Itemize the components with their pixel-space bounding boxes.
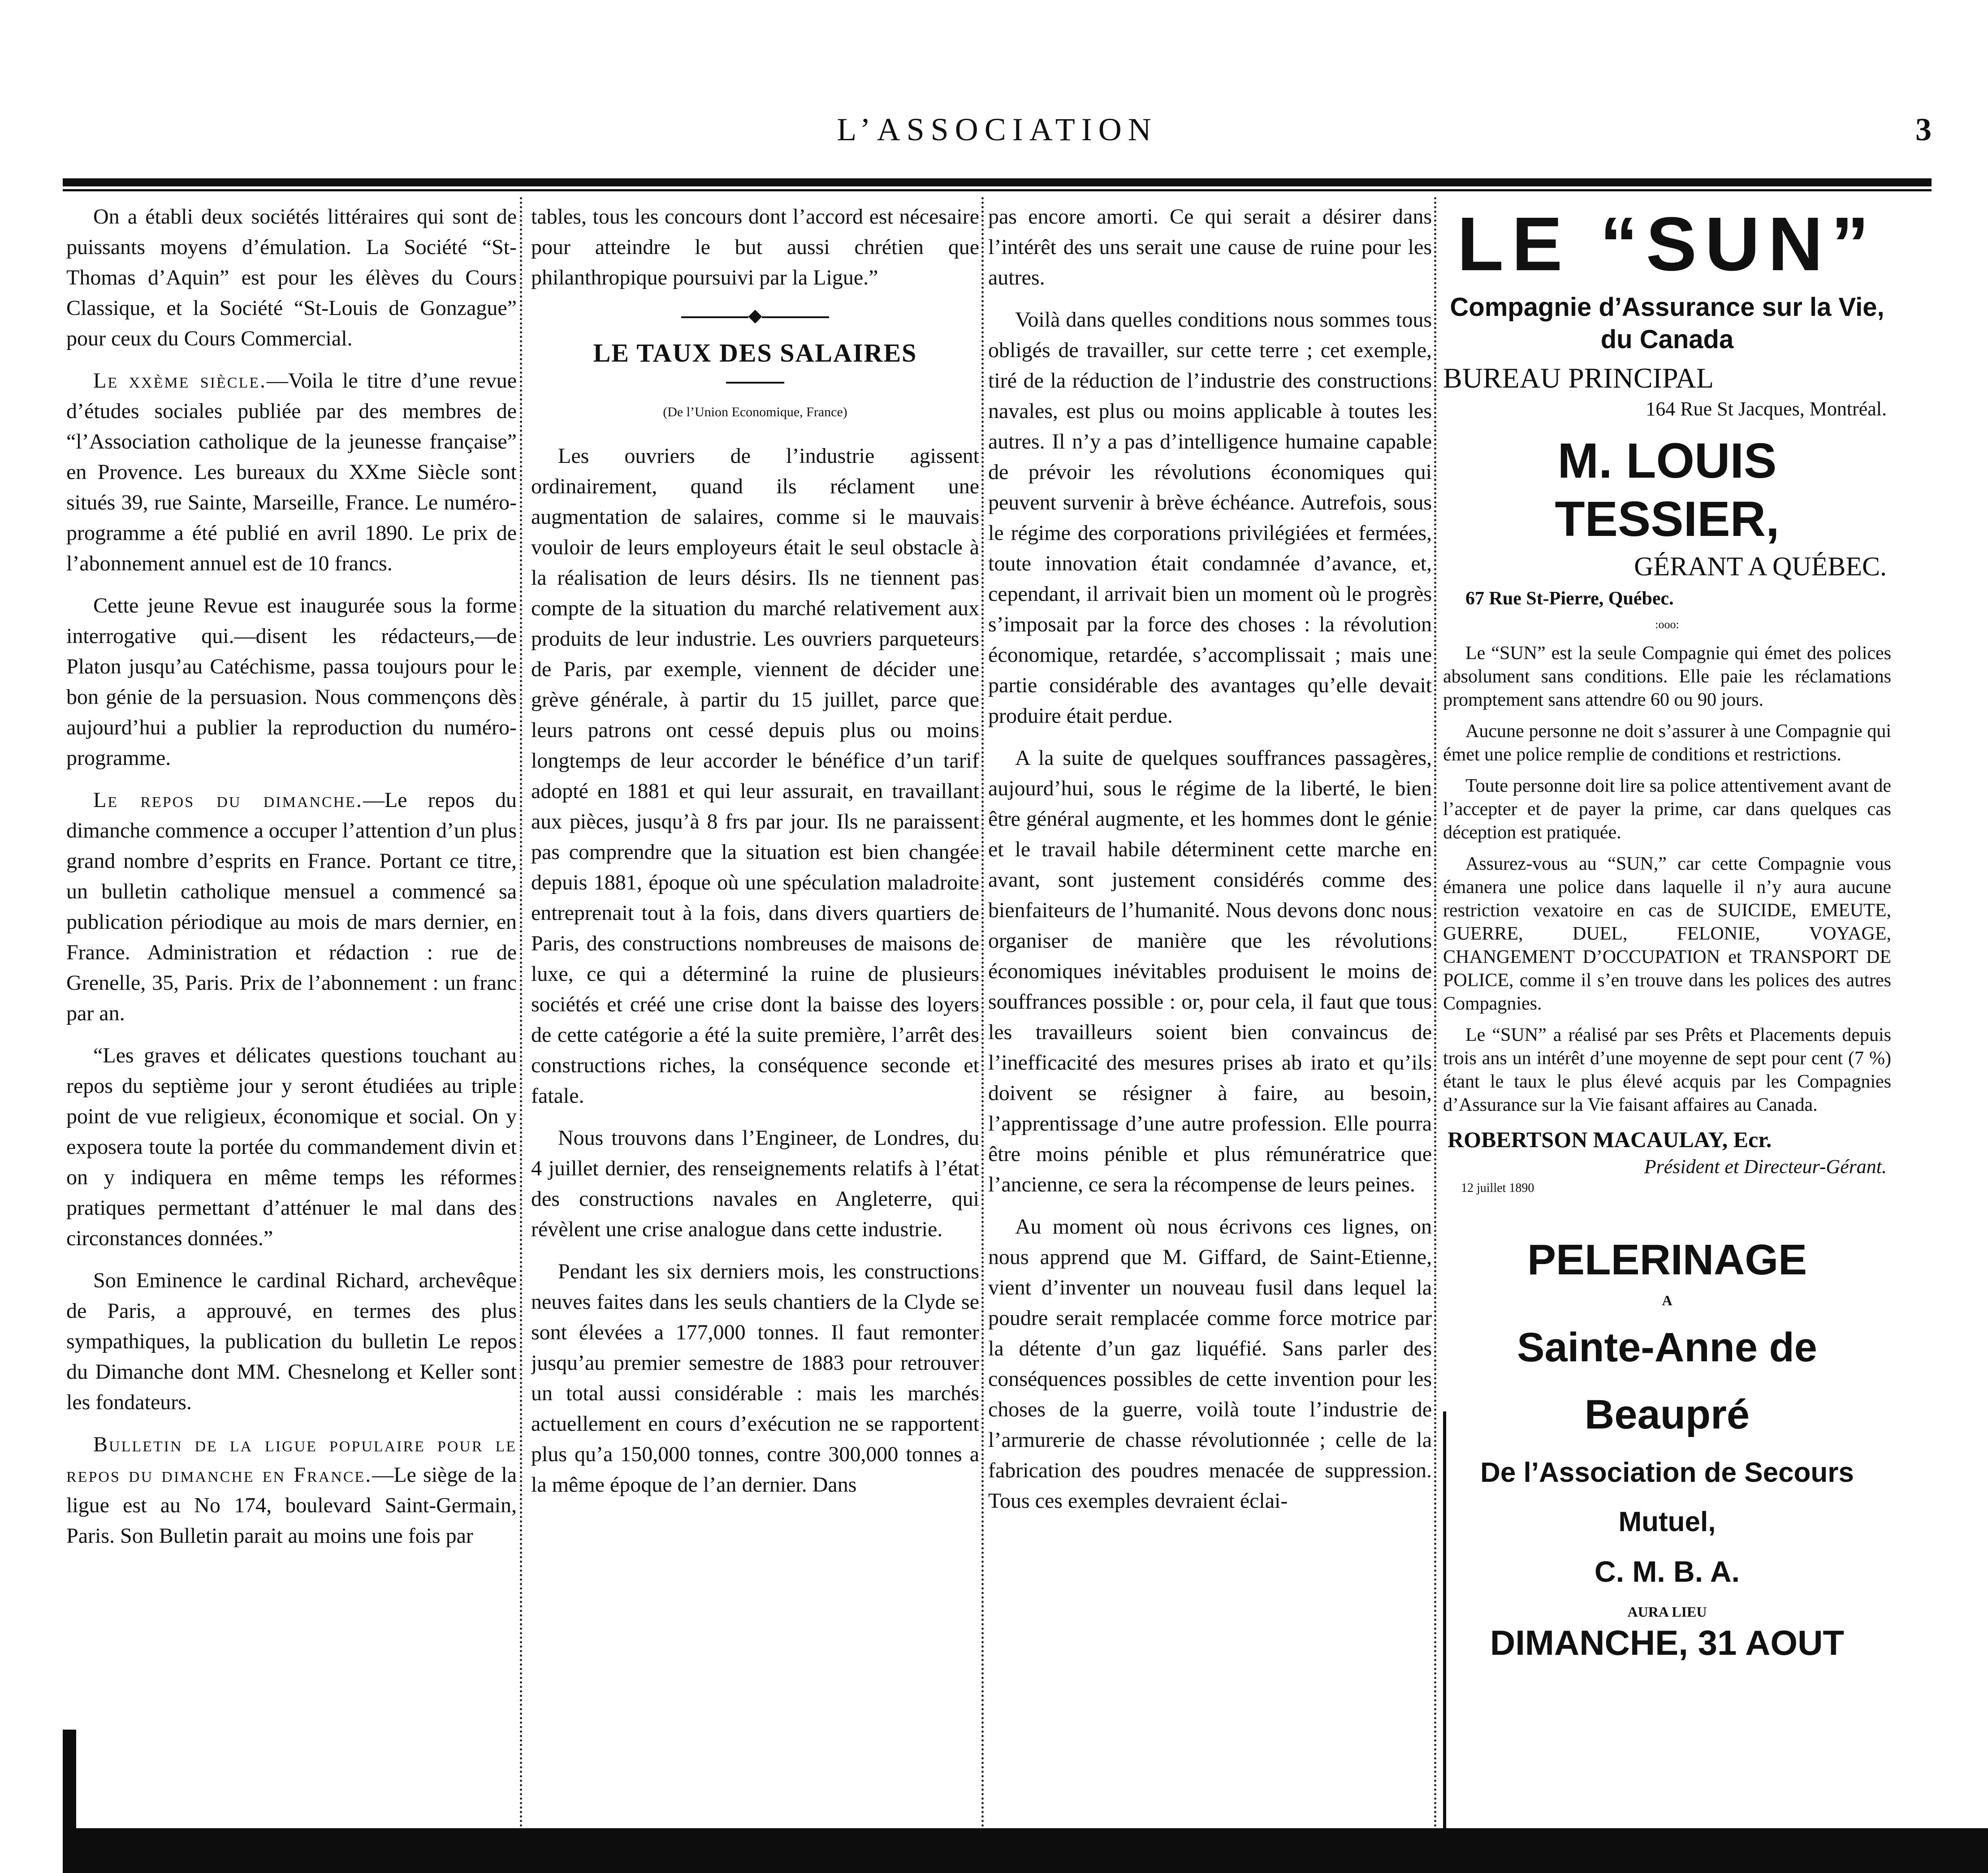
paragraph: Voilà dans quelles conditions nous sommes tous obligés de travailler, sur cette terre ; cet exemple, tiré de la réduction de l’industrie des constructions navales, est plus ou moins applicable à toutes les autres. Il n’y a pas d’intelligence humaine capable de prévoir les révolutions économiques qui peuvent survenir à brève échéance. Autrefois, sous le régime des corporations privilégiées et fermées, toute innovation était condamnée d’avance, et, cependant, il arrivait bien un moment où le progrès s’imposait par la force des choses : la révolution économique, retardée, s’accomplissait ; mais une partie considérable des avantages qu’elle devait produire était perdue. <box>988 308 1432 728</box>
masthead-rule-thin <box>63 189 1932 191</box>
pilgrimage-acronym: C. M. B. A. <box>1595 1555 1740 1588</box>
pilgrimage-a: A <box>1662 1292 1673 1308</box>
paragraph: Cette jeune Revue est inaugurée sous la forme interrogative qui.—disent les rédacteurs,—de Platon jusqu’au Catéchisme, passa toujours pour le bon génie de la persuasion. Nous commençons dès aujourd’hui a publier la reproduction du numéro-programme. <box>66 594 517 770</box>
ad-paragraph: Assurez-vous au “SUN,” car cette Compagnie vous émanera une police dans laquelle il n’y aura aucune restriction vexatoire en cas de SUICIDE, EMEUTE, GUERRE, DUEL, FELONIE, VOYAGE, CHANGEMENT D’OCCUPATION et TRANSPORT DE POLICE, comme il s’en trouve dans les polices des autres Compagnies. <box>1443 854 1891 1014</box>
ad-paragraph: Aucune personne ne doit s’assurer à une Compagnie qui émet une police remplie de conditions et restrictions. <box>1443 721 1891 765</box>
paragraph-text: —Voila le titre d’une revue d’études sociales publiée par des membres de “l’Association catholique de la jeunesse française” en Provence. Les bureaux du XXme Siècle sont situés 39, rue Sainte, Marseille, France. Le numéro-programme a été publié en avril 1890. Le prix de l’abonnement annuel est de 10 francs. <box>66 369 517 575</box>
ad-address: 164 Rue St Jacques, Montréal. <box>1646 398 1887 420</box>
paragraph <box>66 785 517 1029</box>
column-divider <box>520 197 522 1828</box>
short-rule <box>726 382 784 384</box>
paragraph-text: —Le siège de la ligue est au No 174, boulevard Saint-Germain, Paris. Son Bulletin parait au moins une fois par <box>66 1463 517 1548</box>
ad-manager-role: GÉRANT A QUÉBEC. <box>1634 552 1887 581</box>
ad-date: 12 juillet 1890 <box>1461 1181 1534 1195</box>
column-2 <box>531 202 979 1828</box>
paragraph: Pendant les six derniers mois, les constructions neuves faites dans les seuls chantiers de la Clyde se sont élevées a 177,000 tonnes. Il faut remonter jusqu’au premier semestre de 1883 pour retrouver un total aussi considérable : mais les marchés actuellement en cours d’exécution ne se rapportent plus qu’a 150,000 tonnes, contre 300,000 tonnes a la même époque de l’an dernier. Dans <box>531 1260 979 1497</box>
column-1 <box>66 202 517 1828</box>
paragraph: Au moment où nous écrivons ces lignes, on nous apprend que M. Giffard, de Saint-Etienne, vient d’inventer un nouveau fusil dans lequel la poudre serait remplacée comme force motrice par la détente d’un gaz liquéfié. Sans parler des conséquences possibles de cette invention pour les choses de la guerre, voilà toute l’industrie de l’armurerie de chasse révolutionnée ; celle de la fabrication des poudres menacée de suppression. Tous ces exemples devraient éclai- <box>988 1215 1432 1513</box>
paragraph: Son Eminence le cardinal Richard, archevêque de Paris, a approuvé, en termes des plus sympathiques, la publication du bulletin Le repos du Dimanche dont MM. Chesnelong et Keller sont les fondateurs. <box>66 1269 517 1414</box>
ad-paragraph: Toute personne doit lire sa police attentivement avant de l’accepter et de payer la prime, car dans quelques cas déception est pratiquée. <box>1443 776 1891 843</box>
ad-subtitle: du Canada <box>1600 325 1734 354</box>
article-heading: LE TAUX DES SALAIRES <box>593 338 917 367</box>
column-3 <box>988 202 1432 1828</box>
paragraph: Nous trouvons dans l’Engineer, de Londres, du 4 juillet dernier, des renseignements relatifs à l’état des constructions navales en Angleterre, qui révèlent une crise analogue dans cette industrie. <box>531 1126 979 1241</box>
pilgrimage-title: PELERINAGE <box>1527 1236 1807 1284</box>
paragraph-text: —Le repos du dimanche commence a occuper l’attention d’un plus grand nombre d’esprits en France. Portant ce titre, un bulletin catholique mensuel a commencé sa publication périodique au mois de mars dernier, en France. Administration et rédaction : rue de Grenelle, 35, Paris. Prix de l’abonnement : un franc par an. <box>66 788 517 1025</box>
newspaper-title: L’ASSOCIATIOΝ <box>837 112 1158 147</box>
paragraph: tables, tous les concours dont l’accord est nécesaire pour atteindre le but aussi chrétien que philanthropique poursuivi par la Ligue.” <box>531 205 979 289</box>
column-divider <box>1434 197 1436 1828</box>
run-in-heading: Bulletin de la ligue populaire pour le repos du dimanche en France. <box>66 1433 517 1487</box>
ad-paragraph: Le “SUN” a réalisé par ses Prêts et Placements depuis trois ans un intérêt d’une moyenne de sept pour cent (7 %) étant le taux le plus élevé acquis par les Compagnies d’Assurance sur la Vie faisant affaires au Canada. <box>1443 1025 1891 1115</box>
ad-paragraph: Le “SUN” est la seule Compagnie qui émet des polices absolument sans conditions. Elle paie les réclamations promptement sans attendre 60 ou 90 jours. <box>1443 643 1891 710</box>
pilgrimage-date: DIMANCHE, 31 AOUT <box>1490 1623 1845 1662</box>
advertisement-column <box>1443 202 1891 1828</box>
paragraph: pas encore amorti. Ce qui serait a désirer dans l’intérêt des uns serait une cause de ruine pour les autres. <box>988 205 1432 289</box>
pilgrimage-place: Sainte-Anne de Beaupré <box>1517 1325 1817 1437</box>
paragraph: “Les graves et délicates questions touchant au repos du septième jour y seront étudiées au triple point de vue religieux, économique et social. On y exposera toute la portée du commandement divin et on y indiquera en même temps les réformes pratiques permettant d’atténuer le mal dans des circonstances données.” <box>66 1044 517 1250</box>
paragraph <box>66 1429 517 1551</box>
ad-manager: M. LOUIS TESSIER, <box>1555 433 1780 547</box>
ad-signatory: ROBERTSON MACAULAY, Ecr. <box>1448 1127 1772 1152</box>
run-in-heading: Le repos du dimanche. <box>93 788 363 812</box>
article-source: (De l’Union Economique, France) <box>663 405 847 419</box>
paragraph: A la suite de quelques souffrances passagères, aujourd’hui, sous le régime de la liberté, le bien être général augmente, et les hommes dont le génie et le travail habile déterminent cette marche en avant, sont justement considérés comme des bienfaiteurs de l’humanité. Nous devons donc nous organiser de manière que les révolutions économiques inévitables produisent le moins de souffrances possible : or, pour cela, il faut que tous les travailleurs soient bien convaincus de l’inefficacité des mesures prises ab irato et qu’ils doivent se résigner à faire, au besoin, l’apprentissage d’une autre profession. Elle pourra être moins pénible et plus rémunératrice que l’ancienne, ce sera la récompense de leurs peines. <box>988 746 1432 1196</box>
ad-bureau: BUREAU PRINCIPAL <box>1443 362 1714 394</box>
ad-divider: :ooo: <box>1655 618 1679 631</box>
masthead <box>63 111 1932 151</box>
paragraph <box>66 366 517 579</box>
scan-edge <box>63 1730 76 1828</box>
scan-bottom-edge <box>63 1828 1988 1873</box>
run-in-heading: Le xxème siècle. <box>93 369 267 393</box>
ornament-divider: ◆ <box>531 306 979 324</box>
ad-signatory-role: Président et Directeur-Gérant. <box>1644 1156 1887 1178</box>
ad-subtitle: Compagnie d’Assurance sur la Vie, <box>1450 293 1884 322</box>
pilgrimage-aura-lieu: AURA LIEU <box>1627 1604 1707 1620</box>
column-divider <box>981 197 984 1828</box>
ad-quebec-address: 67 Rue St-Pierre, Québec. <box>1465 588 1674 609</box>
paragraph: Les ouvriers de l’industrie agissent ordinairement, quand ils réclament une augmentation de salaires, comme si le mauvais vouloir de leurs employeurs était le seul obstacle à la réalisation de leurs désirs. Ils ne tiennent pas compte de la situation du marché relativement aux produits de leur industrie. Les ouvriers parqueteurs de Paris, par exemple, viennent de décider une grève générale, à partir du 15 juillet, parce que leurs patrons ont cessé depuis plus ou moins longtemps de leur accorder le bénéfice d’un tarif adopté en 1881 et qui leur assurait, en travaillant aux pièces, jusqu’à 8 frs par jour. Ils ne paraissent pas comprendre que la situation est bien changée depuis 1881, époque où une spéculation maladroite entreprenait tout à la fois, dans divers quartiers de Paris, des constructions nombreuses de maisons de luxe, ce qui a déterminé la ruine de plusieurs sociétés et créé une crise dont la baisse des loyers de cette catégorie a été la suite première, l’arrêt des constructions riches, la conséquence seconde et fatale. <box>531 444 979 1108</box>
masthead-rule <box>63 178 1932 186</box>
page-number: 3 <box>1915 112 1932 147</box>
paragraph: On a établi deux sociétés littéraires qui sont de puissants moyens d’émulation. La Société “St-Thomas d’Aquin” est pour les élèves du Cours Classique, et la Société “St-Louis de Gonzague” pour ceux du Cours Commercial. <box>66 205 517 350</box>
pilgrimage-org: De l’Association de Secours Mutuel, <box>1480 1457 1854 1537</box>
ad-title: LE “SUN” <box>1457 202 1877 287</box>
